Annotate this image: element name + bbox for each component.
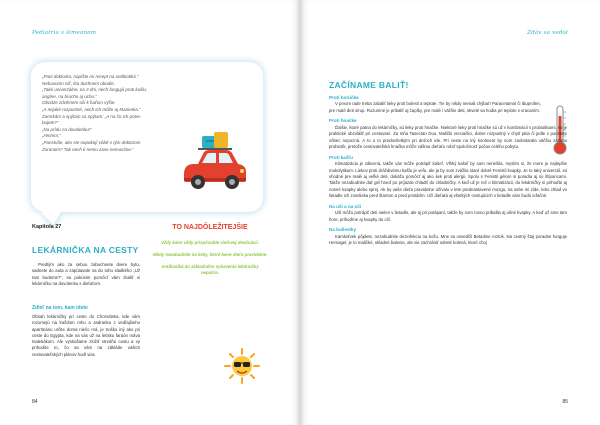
section-text-ears-eyes: Uší môžu potrápiť deti nielen v lietadle, ale aj pri potápaní, takže by som rovno pribalila aj ušné kvapky. A keď už sme tam hore, prihoďme aj kvapky do očí. <box>329 210 567 222</box>
section-text-fever: V prvom rade treba zabaliť lieky proti bolesti a teplote. Tie by nikdy nemali chýbať! Paracetamol či Ibuprofen, pre malé deti sirup. Rozumné je pribaliť aj čapíky, pre malé i väčšie deti, skvelé sa hodia pri teplote s vracaním. <box>329 101 541 113</box>
right-running-head: Zdáv sa vedol <box>527 30 568 36</box>
sun-with-sunglasses-icon <box>224 348 260 384</box>
intro-paragraph <box>32 262 140 287</box>
dialogue-line: „Panstvâe, ako ste napokojí vôbě s tým doktorom <box>42 139 141 145</box>
section-heading-diarrhea: Proti hnačke <box>329 118 357 124</box>
sidebar-note: Vždy kalor vždy prispôsobte cieľovej destinácii. <box>161 240 259 245</box>
dialogue-line: Nebavorim nič, iba duchnem obodie. <box>42 80 116 86</box>
dialogue-line: Zoranom? Tak nech k nemu zase nemusíme.“ <box>42 146 134 152</box>
left-page <box>0 0 299 425</box>
car-illustration <box>176 130 252 196</box>
dialogue-line: angíne, na brucho aj uchu.“ <box>42 93 97 99</box>
section-title: ZAČÍNAME BALIŤ! <box>329 80 409 90</box>
dialogue-line: „Na prídu na dovolenku!“ <box>42 126 92 132</box>
section-heading-cough: Proti kašľu <box>329 154 353 160</box>
intro-text: Predtým ako za sebou zabuchnete dvere bytu, sadnete do auta a zapútavate sa do toho sladkého „Už tam budeme?“, sa pokúsim pomôcť vám zbaliť si lekárničku na dovolenku s dieťaťom. <box>32 262 140 286</box>
destination-paragraph <box>32 314 140 358</box>
dialogue-text <box>42 74 192 153</box>
sidebar-note: Antibiotiká do základného vybavenia lekárničky nepatria. <box>161 264 259 275</box>
dialogue-line: „Takė univerzálne, na 3 dni, nech fungujú proti kašlu, <box>42 87 148 93</box>
left-running-head: Pediatria v šimeanom <box>32 30 97 36</box>
left-page-number: 84 <box>32 399 38 405</box>
left-subheading: Zdieľ na tom, kam idete <box>32 305 88 311</box>
right-page-number: 85 <box>562 399 568 405</box>
section-text-wounds: Kamkoľvek pôjdete, nezabudnite dezinfekciu na kožu. Mne sa osvedčil Betadine roztok. Na cestný štaj poradne funguje Hemagel, je to maličké, skladné balenie, ale vie zachrániť odreté kolená, ktoré choj <box>329 233 567 246</box>
sidebar-title: TO NAJDÔLEŽITEJŠIE <box>172 224 248 231</box>
dialogue-line: Zamrkám a spýtam sa spýtam: „A na čo ich potre- <box>42 113 142 119</box>
destination-text: Obsah lekárničky pri ceste do Chorvátska, kde vám rozumejú na každom rohu a Jadranka z vedľajšieho apartmánu určite doma niečo má, je trošku iný ako pri ceste do Egypta, kde na vás už na letisku faraón máva tsaletiákom. Ale vyskúšame zložiť stredňú cestu a vy prihodíte to, čo sa vám na zákláde vašich cestovateľských plánov hodí viac. <box>32 314 140 357</box>
right-page <box>301 0 600 425</box>
section-heading-fever: Proti horúčke <box>329 95 359 100</box>
dialogue-line: bujete?“ <box>42 120 59 126</box>
dialogue-line: „Hmmm.“ <box>42 133 61 139</box>
right-column <box>329 95 567 247</box>
dialogue-line: „A nejaké rozpustné, nech ich môže aj Marienka.“ <box>42 106 141 112</box>
section-text-cough: Klimatizácia je zákerná, takže vás môže potrápiť kašeľ. Vlhký kašeľ by som neriešila, myslím si, že more je najlepšie mukolytikum. Liekov proti dráždivému kašľu je veľa, ale ja by som zvážila staré dobré Fenistil kvapky. Je to taký univerzál, sú vhodné pre malé aj veľké deti, dokážu pomôcť aj ako liek proti alergii. Spolu s Fenistil gélom si poradia aj so štípancami. Takže nezabudnite dať gél hneď po príjazde chladiť do chladničky. A keď už je reč o klimatizácii, do lekárničky si prihoďte aj nosné kvapky alebo sprej. Ak by vaše dieťa pravidelne užívalo v lete prednastavené mozgu, na sebe mi zíde, lebo chlad vo lietadle ich zosvlieka pred štartom a pred pristátím. Učí dieťatá aj všetkých cestujúcich v lietadle vám budú vďačné. <box>329 161 567 199</box>
sidebar-note: Nikdy nezabudnite na lieky, ktoré berie dieťa pravidelne. <box>152 252 268 257</box>
dialogue-line: „Pani doktorka, napíšte mi recept na antibiotiká.“ <box>42 74 139 79</box>
section-text-diarrhea: Ďalšie, ktoré patria do lekárničky, sú lieky proti hnačke. Niektoré lieky proti hnačke sú už v kombinácii s probiotikami, čo je praktické obzvlášť pri cestovaní. Za mňa Tasectan Duo. Malički vreciačko, dobre rozpustný v chytí pitia či jedle v podstate vôbec nepozná. A to o to predovšetkým pri deťoch ide. Pri ceste na iný kontinent by som zaobstarala väčšiu zásobu probiotík, pretože cestovateľská hnačka môže vášmu dieťaťu robiť spoločnosť počas celého pobytu. <box>329 124 567 150</box>
section-heading-wounds: Na boliestky <box>329 227 357 233</box>
section-heading-ears-eyes: Na uši a na oči <box>329 203 362 209</box>
chapter-number: Kapitola 27 <box>32 224 62 230</box>
sidebar-notes <box>152 240 268 282</box>
chapter-title: LEKÁRNIČKA NA CESTY <box>32 245 139 255</box>
dialogue-line: Obodze zdvihnem oči k ľuďom výšie. <box>42 100 116 106</box>
